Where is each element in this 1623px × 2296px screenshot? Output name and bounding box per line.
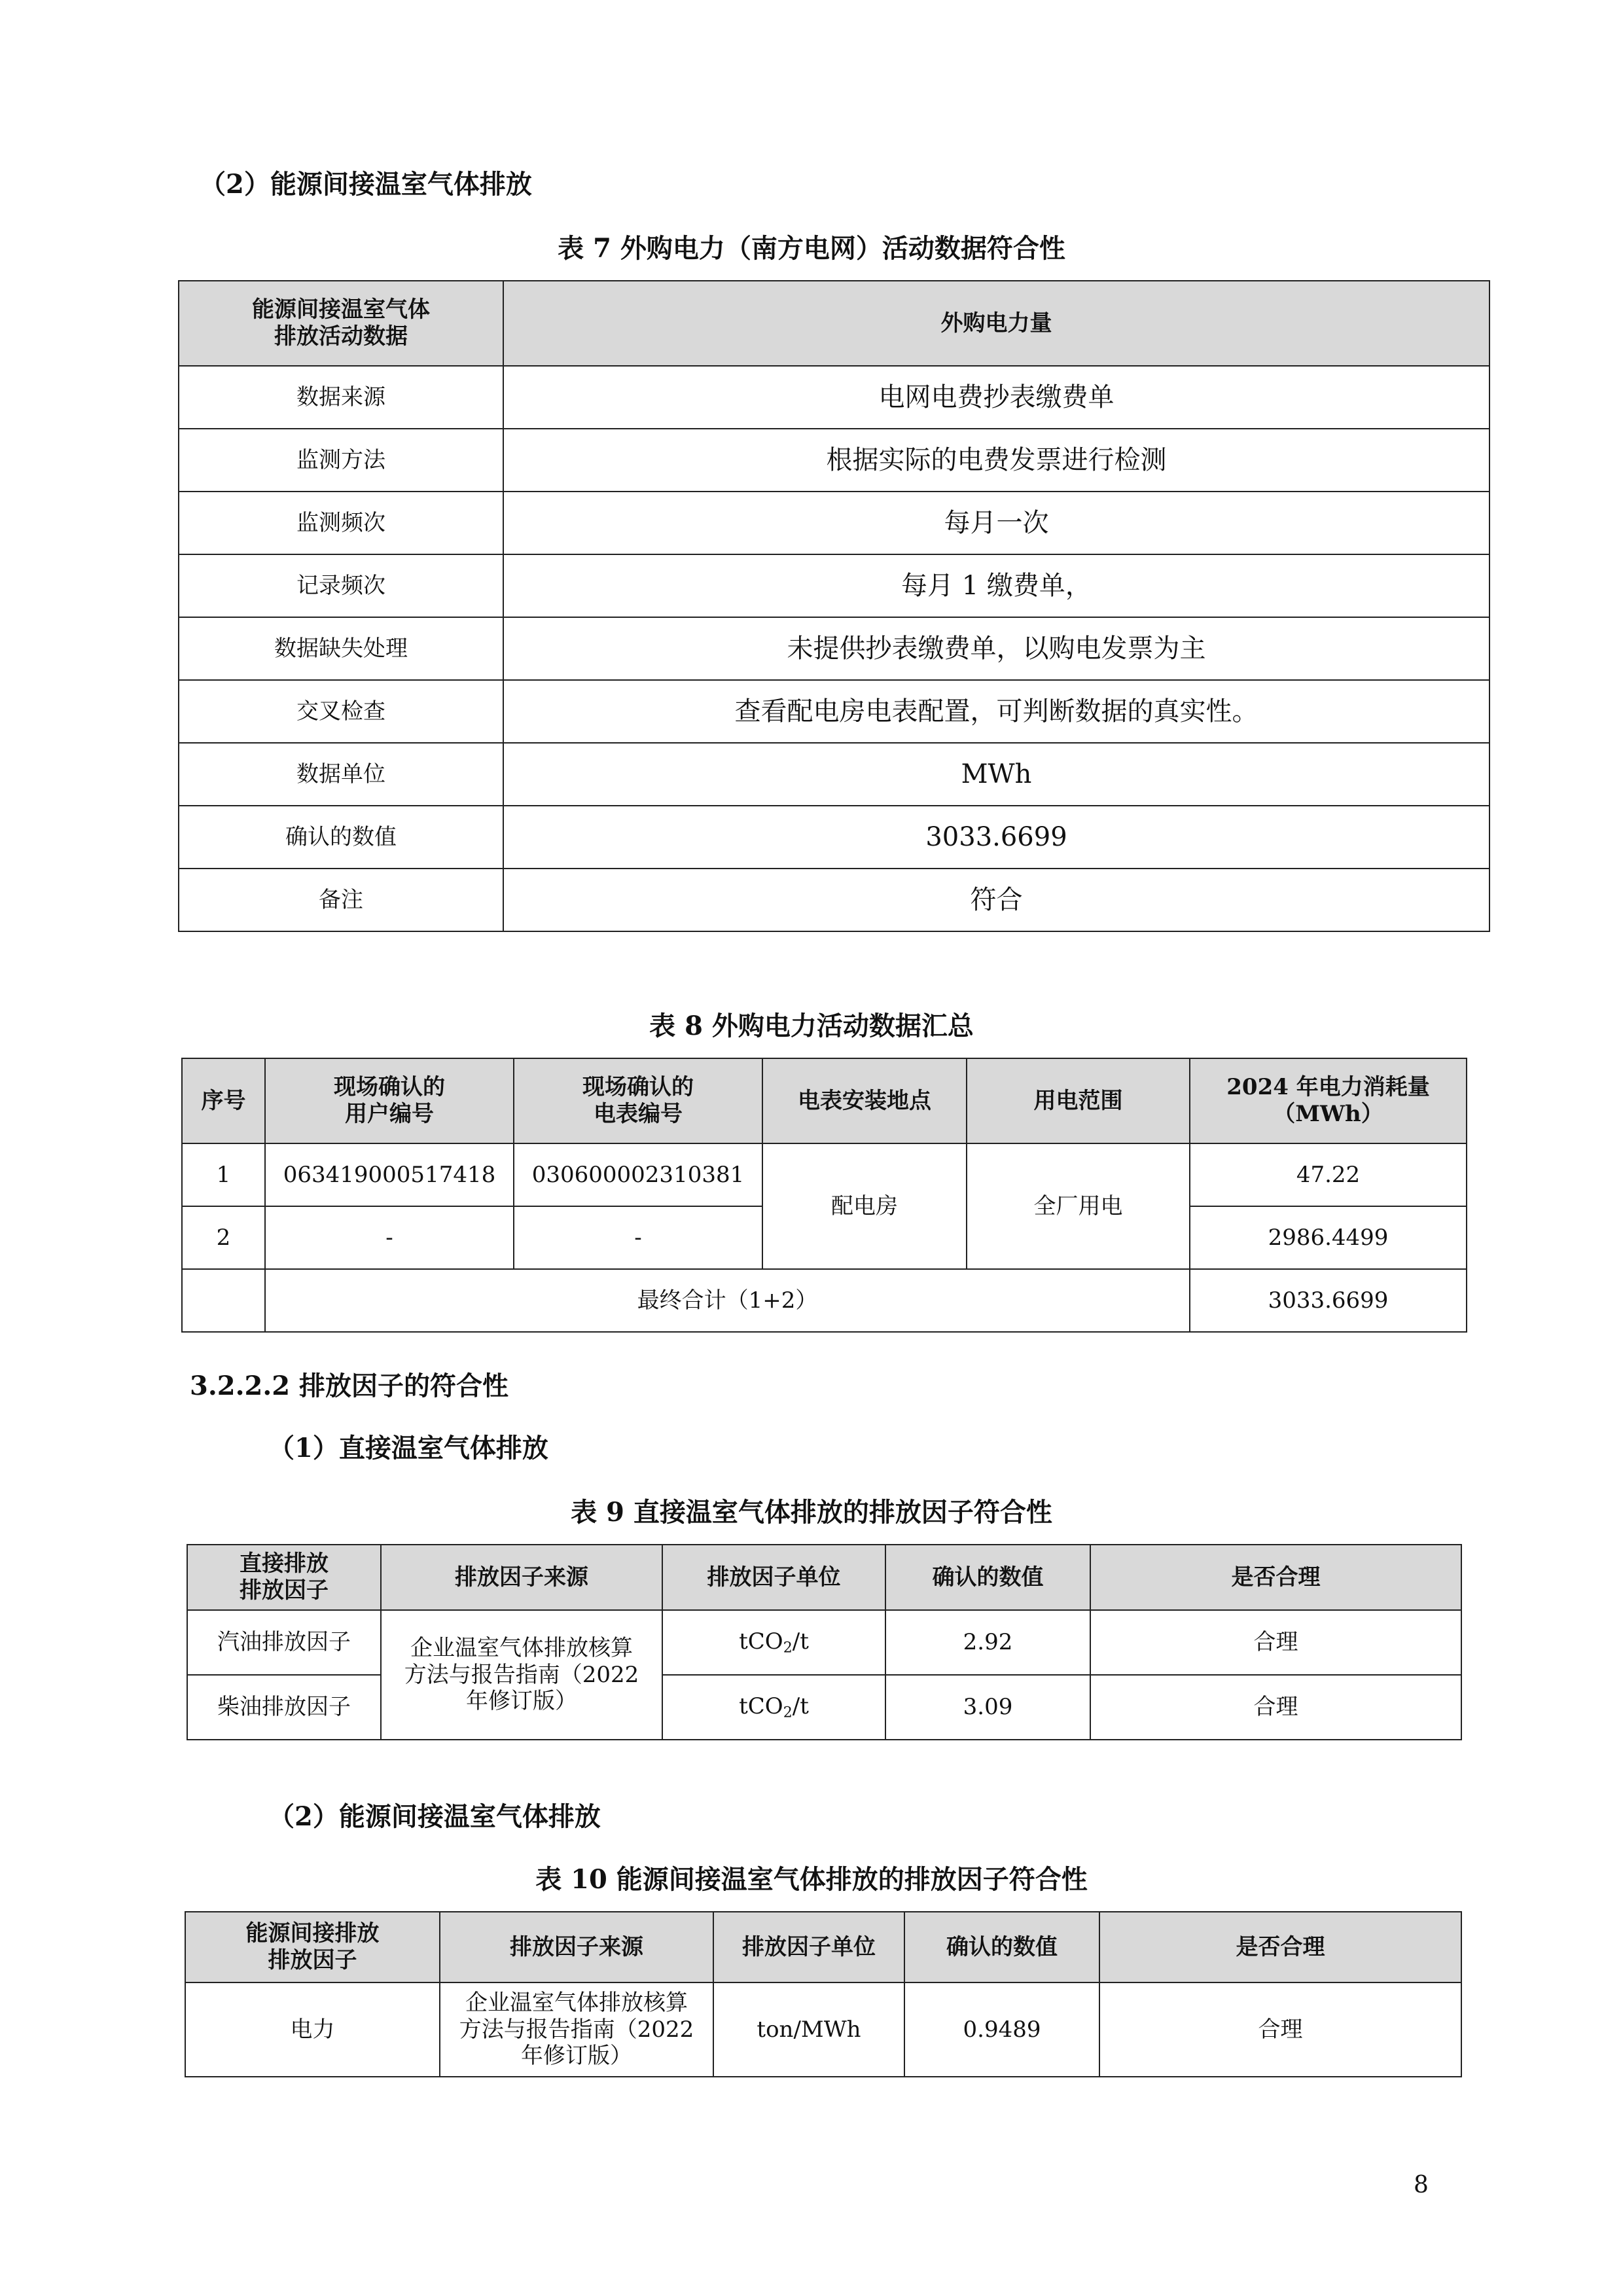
- table7-row-value: 电网电费抄表缴费单: [503, 366, 1489, 429]
- unit-text: tCO: [739, 1693, 783, 1719]
- table9-header-row: [187, 1545, 1461, 1610]
- table8-consumption: 2986.4499: [1190, 1206, 1467, 1269]
- table9-unit: [662, 1610, 885, 1675]
- table7-header-value: 外购电力量: [503, 281, 1489, 366]
- table8-scope: 全厂用电: [967, 1143, 1190, 1269]
- table10-header-unit: 排放因子单位: [713, 1912, 904, 1982]
- table7-row-value: 查看配电房电表配置，可判断数据的真实性。: [503, 680, 1489, 743]
- table-row: [179, 743, 1489, 806]
- table9-header-factor-line1: 直接排放: [240, 1551, 329, 1577]
- table7-row-value: 每月一次: [503, 492, 1489, 554]
- table9-header-unit: 排放因子单位: [662, 1545, 885, 1610]
- table-row: [185, 1982, 1461, 2077]
- table10-header-factor-line2: 排放因子: [268, 1947, 357, 1973]
- unit-text: /t: [792, 1628, 809, 1655]
- table7-row-label: 确认的数值: [179, 806, 503, 869]
- table7-row-label: 数据单位: [179, 743, 503, 806]
- table9-header-reasonable: 是否合理: [1090, 1545, 1461, 1610]
- table9-header-value: 确认的数值: [885, 1545, 1090, 1610]
- table-row: [179, 869, 1489, 931]
- table7-row-label: 监测频次: [179, 492, 503, 554]
- table9-reasonable: 合理: [1090, 1675, 1461, 1740]
- table9-reasonable: 合理: [1090, 1610, 1461, 1675]
- unit-text: tCO: [739, 1628, 783, 1655]
- section-heading-3222: 3.2.2.2 排放因子的符合性: [190, 1371, 509, 1401]
- table8-caption: 表 8 外购电力活动数据汇总: [649, 1011, 974, 1041]
- table9: [187, 1544, 1462, 1740]
- table8-total-label: 最终合计（1+2）: [265, 1269, 1190, 1332]
- table8-user: 063419000517418: [265, 1143, 514, 1206]
- table8-header-meter: [514, 1058, 762, 1143]
- table7-row-label: 数据缺失处理: [179, 617, 503, 680]
- table8-seq: 2: [182, 1206, 265, 1269]
- unit-text: /t: [792, 1693, 809, 1719]
- table9-source-line2: 方法与报告指南（2022: [404, 1661, 639, 1688]
- table7-row-label: 备注: [179, 869, 503, 931]
- table10-header-row: [185, 1912, 1461, 1982]
- section-heading-direct: （1）直接温室气体排放: [268, 1433, 548, 1463]
- table8-header-consumption-line2: （MWh）: [1273, 1101, 1383, 1127]
- table7-row-value: MWh: [503, 743, 1489, 806]
- section-heading-indirect: （2）能源间接温室气体排放: [200, 169, 532, 200]
- table8-header-location: 电表安装地点: [762, 1058, 967, 1143]
- table7-header-label: [179, 281, 503, 366]
- table9-value: 3.09: [885, 1675, 1090, 1740]
- table-row: [179, 366, 1489, 429]
- table10-source-line2: 方法与报告指南（2022: [459, 2016, 694, 2043]
- table-row: [179, 554, 1489, 617]
- table10-caption: 表 10 能源间接温室气体排放的排放因子符合性: [535, 1864, 1088, 1895]
- table9-factor: 汽油排放因子: [187, 1610, 381, 1675]
- table8-header-user: [265, 1058, 514, 1143]
- table9-header-factor: [187, 1545, 381, 1610]
- table8-header-meter-line1: 现场确认的: [582, 1074, 694, 1101]
- table10: [185, 1911, 1462, 2077]
- table10-factor: 电力: [185, 1982, 440, 2077]
- table8-consumption: 47.22: [1190, 1143, 1467, 1206]
- table8-seq: 1: [182, 1143, 265, 1206]
- table9-value: 2.92: [885, 1610, 1090, 1675]
- table8-meter: 030600002310381: [514, 1143, 762, 1206]
- table8-header-user-line1: 现场确认的: [334, 1074, 445, 1101]
- table9-header-factor-line2: 排放因子: [240, 1577, 329, 1604]
- table7-header-label-line1: 能源间接温室气体: [252, 296, 430, 323]
- table8-header-consumption: [1190, 1058, 1467, 1143]
- table-row: [179, 492, 1489, 554]
- table10-source: [440, 1982, 713, 2077]
- table10-header-source: 排放因子来源: [440, 1912, 713, 1982]
- table9-factor: 柴油排放因子: [187, 1675, 381, 1740]
- table9-source-line1: 企业温室气体排放核算: [410, 1634, 633, 1661]
- table-row: [179, 680, 1489, 743]
- table-row: [187, 1675, 1461, 1740]
- table10-value: 0.9489: [904, 1982, 1099, 2077]
- table8-header-row: [182, 1058, 1467, 1143]
- table9-header-source: 排放因子来源: [381, 1545, 662, 1610]
- table8-meter: -: [514, 1206, 762, 1269]
- table7-row-label: 数据来源: [179, 366, 503, 429]
- table9-source-line3: 年修订版）: [466, 1688, 577, 1715]
- table7-row-value: 每月 1 缴费单，: [503, 554, 1489, 617]
- table7-row-label: 记录频次: [179, 554, 503, 617]
- table7-row-label: 交叉检查: [179, 680, 503, 743]
- table10-reasonable: 合理: [1099, 1982, 1461, 2077]
- section-heading-indirect-2: （2）能源间接温室气体排放: [268, 1801, 601, 1832]
- table-row: [182, 1143, 1467, 1206]
- table10-header-value: 确认的数值: [904, 1912, 1099, 1982]
- table10-header-factor-line1: 能源间接排放: [245, 1920, 380, 1947]
- table7-row-value: 未提供抄表缴费单，以购电发票为主: [503, 617, 1489, 680]
- table-row: [179, 429, 1489, 492]
- table-row: [179, 806, 1489, 869]
- table9-caption: 表 9 直接温室气体排放的排放因子符合性: [571, 1497, 1052, 1528]
- table8-location: 配电房: [762, 1143, 967, 1269]
- table7-row-value: 根据实际的电费发票进行检测: [503, 429, 1489, 492]
- table9-source: [381, 1610, 662, 1740]
- table-row: [179, 617, 1489, 680]
- table8-header-scope: 用电范围: [967, 1058, 1190, 1143]
- table7-row-label: 监测方法: [179, 429, 503, 492]
- table8-user: -: [265, 1206, 514, 1269]
- unit-subscript: 2: [783, 1639, 793, 1657]
- table10-source-line1: 企业温室气体排放核算: [465, 1989, 688, 2016]
- table10-unit: ton/MWh: [713, 1982, 904, 2077]
- table8-total-value: 3033.6699: [1190, 1269, 1467, 1332]
- table7-header-row: [179, 281, 1489, 366]
- table8-total-row: [182, 1269, 1467, 1332]
- table10-header-reasonable: 是否合理: [1099, 1912, 1461, 1982]
- table8-header-user-line2: 用户编号: [345, 1101, 434, 1127]
- table8: [181, 1058, 1467, 1333]
- table7-row-value: 3033.6699: [503, 806, 1489, 869]
- table8-header-meter-line2: 电表编号: [594, 1101, 683, 1127]
- table10-header-factor: [185, 1912, 440, 1982]
- table-row: [187, 1610, 1461, 1675]
- table9-unit: [662, 1675, 885, 1740]
- table8-header-seq: 序号: [182, 1058, 265, 1143]
- page-number: 8: [1414, 2172, 1429, 2198]
- table8-total-seq: [182, 1269, 265, 1332]
- table7: [178, 280, 1490, 932]
- table8-header-consumption-line1: 2024 年电力消耗量: [1226, 1074, 1430, 1101]
- unit-subscript: 2: [783, 1704, 793, 1721]
- table7-row-value: 符合: [503, 869, 1489, 931]
- table7-header-label-line2: 排放活动数据: [274, 323, 408, 350]
- table10-source-line3: 年修订版）: [521, 2043, 632, 2070]
- table7-caption: 表 7 外购电力（南方电网）活动数据符合性: [558, 233, 1065, 264]
